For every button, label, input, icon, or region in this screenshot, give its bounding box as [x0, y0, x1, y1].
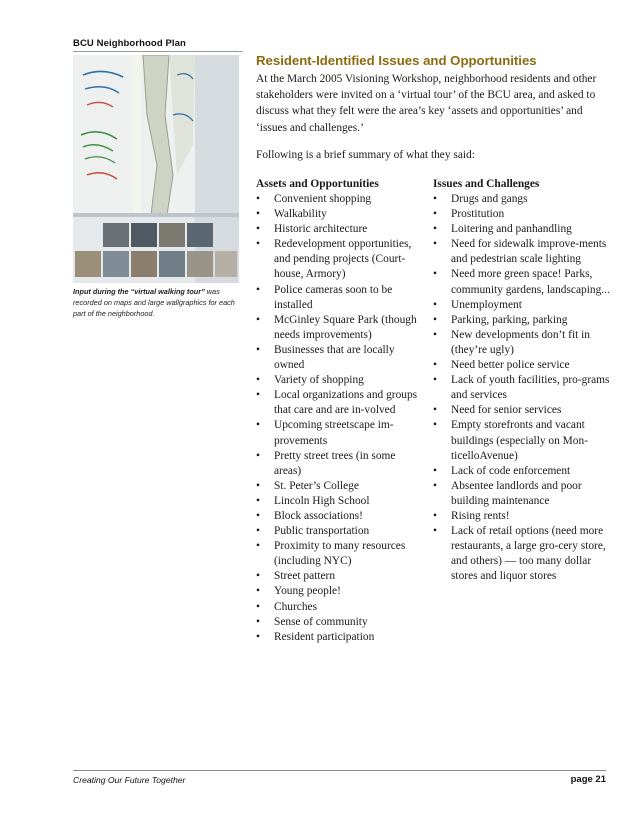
- list-item-text: Lincoln High School: [274, 494, 370, 507]
- list-item: [433, 358, 611, 373]
- list-item-text: Proximity to many resources (including NYC): [274, 540, 406, 568]
- list-item-text: Rising rents!: [451, 509, 510, 522]
- list-item: [256, 509, 424, 524]
- list-item-text: Empty storefronts and vacant buildings (especially on Mon-ticelloAvenue): [451, 419, 588, 462]
- bullet-mark: •: [433, 313, 437, 326]
- bullet-mark: •: [256, 570, 260, 583]
- list-item: [433, 237, 611, 267]
- list-item-text: Unemployment: [451, 298, 522, 311]
- list-item-text: Convenient shopping: [274, 193, 372, 205]
- list-item: [256, 449, 424, 479]
- list-item: [256, 192, 424, 207]
- issues-heading: Issues and Challenges: [433, 178, 540, 190]
- running-header: BCU Neighborhood Plan: [73, 38, 186, 49]
- list-item-text: Police cameras soon to be installed: [274, 283, 393, 311]
- bullet-mark: •: [433, 509, 437, 522]
- list-item-text: Block associations!: [274, 509, 363, 522]
- bullet-mark: •: [433, 479, 437, 492]
- assets-column: [256, 177, 424, 645]
- workshop-wall-photo: [73, 55, 239, 283]
- bullet-mark: •: [256, 615, 260, 628]
- list-item: [256, 600, 424, 615]
- caption-text: was recorded on maps and large wallgraphics for each part of the neighborhood.: [73, 287, 235, 318]
- bullet-mark: •: [433, 374, 437, 387]
- list-item-text: Prostitution: [451, 208, 505, 221]
- list-item-text: Walkability: [274, 208, 327, 221]
- bullet-mark: •: [256, 419, 260, 432]
- bullet-mark: •: [433, 359, 437, 372]
- list-item-text: Local organizations and groups that care and are in-volved: [274, 389, 418, 417]
- list-item: [256, 237, 424, 282]
- footer-title: Creating Our Future Together: [73, 775, 186, 785]
- bullet-mark: •: [433, 208, 437, 221]
- list-item-text: Churches: [274, 600, 318, 613]
- list-item-text: Young people!: [274, 585, 341, 598]
- bullet-mark: •: [256, 283, 260, 296]
- list-item: [433, 298, 611, 313]
- list-item-text: Street pattern: [274, 570, 336, 583]
- issues-list: [433, 192, 611, 584]
- list-item: [433, 192, 611, 207]
- list-item-text: Variety of shopping: [274, 374, 364, 387]
- list-item-text: Businesses that are locally owned: [274, 343, 395, 372]
- bullet-mark: •: [256, 600, 260, 613]
- bullet-mark: •: [433, 419, 437, 432]
- list-item: [433, 328, 611, 358]
- list-item-text: Loitering and panhandling: [451, 223, 572, 236]
- list-item: [256, 313, 424, 343]
- list-item-text: Upcoming streetscape im-provements: [274, 419, 394, 447]
- list-item-text: Resident participation: [274, 630, 375, 643]
- bullet-mark: •: [433, 223, 437, 236]
- list-item: [256, 207, 424, 222]
- bullet-mark: •: [256, 223, 260, 236]
- list-item: [433, 479, 611, 509]
- bullet-mark: •: [256, 509, 260, 522]
- list-item: [256, 524, 424, 539]
- bullet-mark: •: [433, 404, 437, 417]
- bullet-mark: •: [433, 298, 437, 311]
- assets-list: [256, 192, 424, 645]
- bullet-mark: •: [256, 479, 260, 492]
- summary-lead: Following is a brief summary of what they said:: [256, 148, 475, 161]
- list-item: [256, 343, 424, 373]
- section-title: Resident-Identified Issues and Opportunities: [256, 53, 537, 68]
- footer-rule: [73, 770, 606, 771]
- list-item-text: Lack of code enforcement: [451, 464, 571, 477]
- list-item: [433, 267, 611, 297]
- issues-column: [433, 177, 611, 584]
- bullet-mark: •: [256, 208, 260, 221]
- workshop-photo-illustration: [73, 55, 239, 283]
- list-item: [433, 313, 611, 328]
- header-rule: [73, 51, 243, 52]
- list-item: [433, 207, 611, 222]
- bullet-mark: •: [433, 328, 437, 341]
- bullet-mark: •: [256, 374, 260, 387]
- bullet-mark: •: [433, 238, 437, 251]
- list-item: [433, 418, 611, 463]
- list-item: [433, 464, 611, 479]
- bullet-mark: •: [256, 630, 260, 643]
- list-item: [256, 615, 424, 630]
- list-item-text: Sense of community: [274, 615, 368, 628]
- bullet-mark: •: [433, 464, 437, 477]
- list-item-text: Lack of youth facilities, pro-grams and services: [451, 374, 610, 402]
- list-item: [256, 283, 424, 313]
- list-item-text: New developments don’t fit in (they’re ugly): [451, 328, 590, 356]
- list-item-text: Absentee landlords and poor building maintenance: [451, 479, 582, 507]
- list-item-text: Redevelopment opportunities, and pending projects (Court-house, Armory): [274, 238, 412, 281]
- bullet-mark: •: [256, 540, 260, 553]
- bullet-mark: •: [256, 313, 260, 326]
- bullet-mark: •: [256, 238, 260, 251]
- list-item: [256, 494, 424, 509]
- list-item-text: Need for sidewalk improve-ments and pedestrian scale lighting: [451, 238, 607, 266]
- page-number: page 21: [570, 774, 606, 785]
- list-item: [256, 418, 424, 448]
- list-item: [256, 630, 424, 645]
- assets-heading: Assets and Opportunities: [256, 178, 379, 190]
- list-item: [256, 479, 424, 494]
- list-item: [433, 509, 611, 524]
- list-item: [256, 584, 424, 599]
- bullet-mark: •: [433, 268, 437, 281]
- list-item-text: Need better police service: [451, 359, 570, 372]
- list-item: [433, 524, 611, 584]
- photo-caption: [73, 286, 245, 319]
- list-item-text: Need more green space! Parks, community gardens, landscaping...: [451, 268, 610, 296]
- bullet-mark: •: [256, 343, 260, 356]
- main-content: [256, 52, 606, 163]
- list-item-text: Public transportation: [274, 525, 370, 538]
- list-item: [256, 569, 424, 584]
- bullet-mark: •: [256, 389, 260, 402]
- list-item-text: St. Peter’s College: [274, 479, 359, 492]
- bullet-mark: •: [256, 525, 260, 538]
- list-item-text: Historic architecture: [274, 223, 368, 236]
- list-item: [256, 373, 424, 388]
- list-item-text: Lack of retail options (need more restaurants, a large gro-cery store, and others) — too many dollar stores and liquor stores: [451, 525, 606, 583]
- list-item: [433, 222, 611, 237]
- list-item: [256, 222, 424, 237]
- caption-lead: Input during the “virtual walking tour”: [73, 287, 205, 296]
- list-item-text: McGinley Square Park (though needs improvements): [274, 313, 417, 341]
- bullet-mark: •: [256, 193, 260, 205]
- bullet-mark: •: [256, 585, 260, 598]
- list-item-text: Need for senior services: [451, 404, 562, 417]
- list-item: [256, 388, 424, 418]
- list-item-text: Pretty street trees (in some areas): [274, 449, 396, 477]
- list-item-text: Drugs and gangs: [451, 193, 528, 205]
- bullet-mark: •: [433, 525, 437, 538]
- list-item: [433, 403, 611, 418]
- bullet-mark: •: [256, 494, 260, 507]
- bullet-mark: •: [256, 449, 260, 462]
- list-item: [256, 539, 424, 569]
- list-item-text: Parking, parking, parking: [451, 313, 568, 326]
- bullet-mark: •: [433, 193, 437, 205]
- intro-paragraph: At the March 2005 Visioning Workshop, neighborhood residents and other stakeholders were invited on a ‘virtual tour’ of the BCU area, and asked to discuss what they felt were the area’s key ‘assets and opportunities’ and ‘issues and challenges.’: [256, 73, 597, 134]
- list-item: [433, 373, 611, 403]
